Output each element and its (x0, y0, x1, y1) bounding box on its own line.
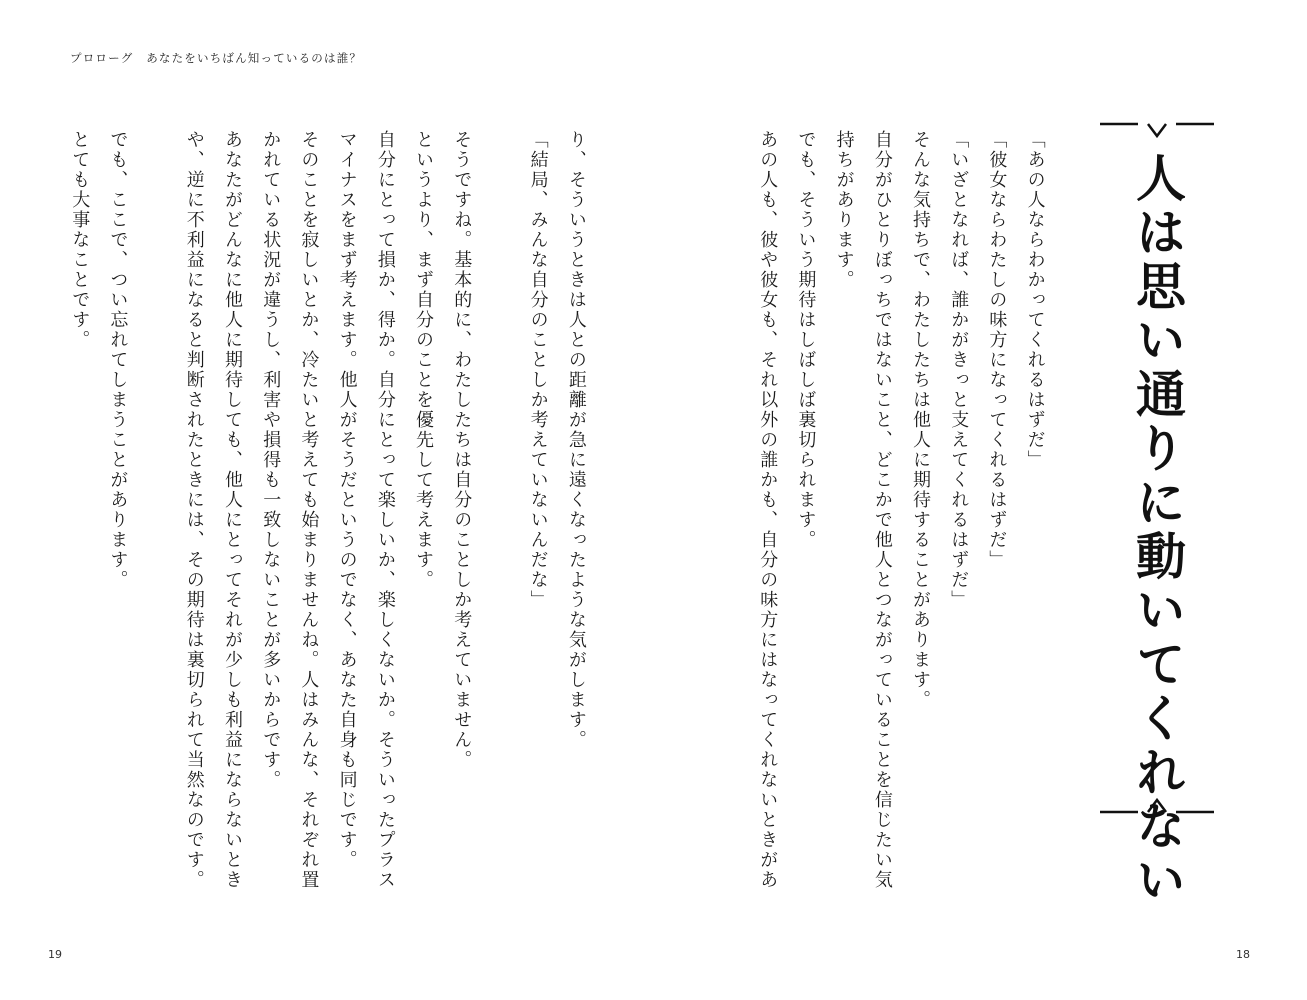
body-line: マイナスをまず考えます。他人がそうだというのでなく、あなた自身も同じです。 (336, 130, 358, 870)
heading-top-bracket (1098, 112, 1216, 142)
body-line: というより、まず自分のことを優先して考えます。 (413, 130, 435, 590)
body-line: 「いざとなれば、誰かがきっと支えてくれるはずだ」 (948, 130, 970, 610)
body-line: あなたがどんなに他人に期待しても、他人にとってそれが少しも利益にならないとき (222, 130, 243, 890)
body-line: や、逆に不利益になると判断されたときには、その期待は裏切られて当然なのです。 (183, 130, 205, 890)
paragraph-gap (480, 130, 518, 920)
body-line: そんな気持ちで、わたしたちは他人に期待することがあります。 (910, 130, 932, 710)
body-line: 自分がひとりぼっちではないこと、どこかで他人とつながっていることを信じたい気 (871, 130, 893, 890)
body-line: そうですね。基本的に、わたしたちは自分のことしか考えていません。 (451, 130, 473, 770)
page-number-left: 19 (48, 948, 62, 961)
chapter-title: 人は思い通りに動いてくれない (1128, 152, 1187, 908)
heading-bottom-bracket (1098, 794, 1216, 824)
right-page-body (748, 130, 1054, 920)
body-line: あの人も、彼や彼女も、それ以外の誰かも、自分の味方にはなってくれないときがあ (757, 130, 779, 890)
left-page-body (60, 130, 595, 920)
body-line: そのことを寂しいとか、冷たいと考えても始まりませんね。人はみんな、それぞれ置 (298, 130, 320, 890)
running-header: プロローグ あなたをいちばん知っているのは誰？ (70, 51, 363, 65)
paragraph-gap (136, 130, 174, 920)
body-line: でも、そういう期待はしばしば裏切られます。 (795, 130, 817, 550)
body-line: 「彼女ならわたしの味方になってくれるはずだ」 (986, 130, 1008, 570)
chapter-heading (1098, 112, 1216, 908)
body-line: でも、ここで、つい忘れてしまうことがあります。 (107, 130, 129, 590)
page-number-right: 18 (1236, 948, 1250, 961)
body-line: 自分にとって損か、得か。自分にとって楽しいか、楽しくないか。そういったプラス (374, 130, 396, 890)
body-line: とても大事なことです。 (69, 130, 91, 350)
body-line: かれている状況が違うし、利害や損得も一致しないことが多いからです。 (260, 130, 282, 790)
body-line: 持ちがあります。 (833, 130, 855, 290)
body-line: り、そういうときは人との距離が急に遠くなったような気がします。 (565, 130, 587, 750)
body-line: 「あの人ならわかってくれるはずだ」 (1024, 130, 1046, 470)
body-line: 「結局、みんな自分のことしか考えていないんだな」 (527, 130, 549, 610)
